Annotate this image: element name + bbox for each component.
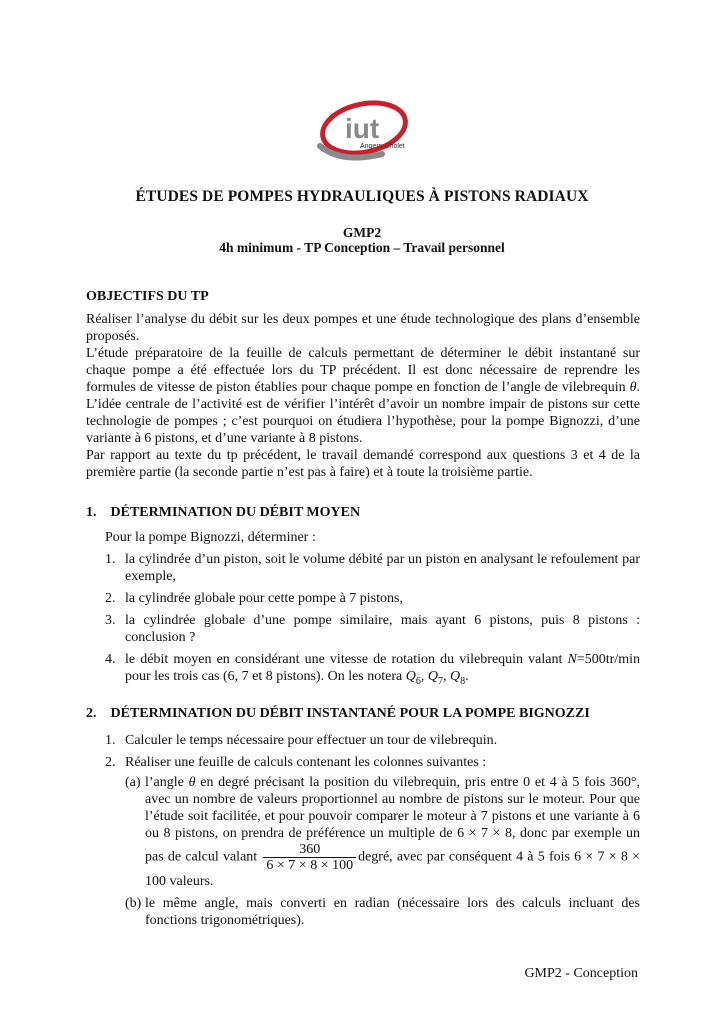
logo-graphic — [312, 98, 412, 164]
course-info: 4h minimum - TP Conception – Travail personnel — [219, 240, 505, 255]
section-1-heading — [86, 505, 360, 521]
document-title: ÉTUDES DE POMPES HYDRAULIQUES À PISTONS RADIAUX — [135, 188, 589, 205]
objectifs-body — [86, 311, 640, 481]
page-footer: GMP2 - Conception — [524, 966, 638, 981]
sublist-item — [125, 774, 640, 890]
flow-symbol: Q — [405, 669, 416, 684]
item-text-2: en degré précisant la position du vilebrequin, pris entre 0 et 4 à 5 fois 360°, avec un nombre de valeurs proportionnel au nombre de pistons sur le moteur. Pour que l’étude soit facilitée, et pour pouvoir comparer le moteur à 7 pistons et une variante à 6 ou 8 pistons, on prendra de préférence un multiple de 6 × 7 × 8, donc par exemple un pas de calcul valant — [145, 775, 640, 865]
fraction-numerator: 360 — [263, 842, 356, 858]
item-text-b: =500tr/min pour les trois cas (6, 7 et 8 pistons). On les notera — [125, 652, 640, 684]
flow-symbol: Q — [427, 669, 438, 684]
item-text: Réaliser une feuille de calculs contenant les colonnes suivantes : — [125, 755, 487, 770]
item-text: la cylindrée globale pour cette pompe à 7 pistons, — [125, 591, 403, 606]
list-item — [105, 732, 640, 749]
theta-symbol: θ — [188, 775, 196, 790]
item-number: 2. — [105, 591, 116, 606]
section-2-list — [105, 732, 640, 776]
item-number: 1. — [105, 733, 116, 748]
objectifs-p2-part-a: L’étude préparatoire de la feuille de calculs permettant de déterminer le débit instantané sur chaque pompe a été effectuée lors du TP précédent. Il est donc nécessaire de reprendre les formules de vitesse de piston établies pour chaque pompe en fonction de l’angle de vilebrequin — [86, 346, 640, 395]
flow-symbol: Q — [449, 669, 461, 684]
list-item: 4. le débit moyen en considérant une vitesse de rotation du vilebrequin valant N=500tr/min pour les trois cas (6, 7 et 8 pistons). On les notera $Q_6$, $Q_7$, $Q_8$. — [105, 652, 640, 687]
item-text: Calculer le temps nécessaire pour effectuer un tour de vilebrequin. — [125, 733, 498, 748]
section-1-title: DÉTERMINATION DU DÉBIT MOYEN — [110, 505, 361, 520]
item-number: 2. — [105, 755, 116, 770]
section-2-heading — [86, 706, 590, 722]
item-number: 3. — [105, 613, 116, 628]
section-2-title: DÉTERMINATION DU DÉBIT INSTANTANÉ POUR LA POMPE BIGNOZZI — [110, 706, 590, 721]
section-1-number: 1. — [86, 505, 97, 520]
objectifs-paragraph-2 — [86, 345, 640, 447]
section-1-list — [105, 551, 640, 695]
item-text-3: degré, avec par conséquent 4 à 5 fois 6 × 7 × 8 × 100 valeurs. — [145, 849, 640, 889]
objectifs-heading: OBJECTIFS DU TP — [86, 289, 209, 304]
subscript-7: 7 — [437, 675, 443, 687]
subscript-8: 8 — [460, 675, 466, 687]
objectifs-paragraph-3: Par rapport au texte du tp précédent, le travail demandé correspond aux questions 3 et 4 de la première partie (la seconde partie n’est pas à faire) et à toute la troisième partie. — [86, 448, 640, 480]
item-text: le même angle, mais converti en radian (nécessaire lors des calculs incluant des fonctions trigonométriques). — [145, 896, 640, 928]
item-text: la cylindrée d’un piston, soit le volume débité par un piston en analysant le refoulement par exemple, — [125, 552, 640, 584]
subscript-6: 6 — [415, 675, 421, 687]
item-text-1: l’angle — [145, 775, 189, 790]
section-2-sublist — [125, 774, 640, 934]
section-1-lead: Pour la pompe Bignozzi, déterminer : — [105, 530, 316, 545]
step-fraction — [263, 842, 356, 873]
iut-logo — [312, 98, 412, 164]
logo-subtitle: Angers-Cholet — [360, 143, 405, 150]
list-item — [105, 754, 640, 771]
fraction-denominator: 6 × 7 × 8 × 100 — [266, 858, 354, 873]
item-text-a: le débit moyen en considérant une vitesse de rotation du vilebrequin valant — [125, 652, 568, 667]
theta-symbol: θ — [629, 380, 637, 395]
course-code: GMP2 — [342, 225, 382, 240]
list-item — [105, 551, 640, 585]
item-text: la cylindrée globale d’une pompe similaire, mais ayant 6 pistons, puis 8 pistons : conclusion ? — [125, 613, 640, 645]
list-item — [105, 612, 640, 646]
logo-wordmark: iut — [345, 113, 380, 144]
item-number: 4. — [105, 652, 116, 667]
sublist-item — [125, 895, 640, 929]
item-number: (b) — [125, 896, 142, 911]
item-number: 1. — [105, 552, 116, 567]
item-text-c: . — [465, 669, 469, 684]
objectifs-p2-part-b: . L’idée centrale de l’activité est de vérifier l’intérêt d’avoir un nombre impair de pistons sur cette technologie de pompes ; c’est pourquoi on étudiera l’hypothèse, pour la pompe Bignozzi, d’une variante à 6 pistons, et d’une variante à 8 pistons. — [86, 380, 640, 446]
item-number: (a) — [125, 775, 141, 790]
speed-symbol: N — [567, 652, 577, 667]
list-item — [105, 590, 640, 607]
section-2-number: 2. — [86, 706, 97, 721]
objectifs-paragraph-1: Réaliser l’analyse du débit sur les deux pompes et une étude technologique des plans d’ensemble proposés. — [86, 312, 640, 344]
